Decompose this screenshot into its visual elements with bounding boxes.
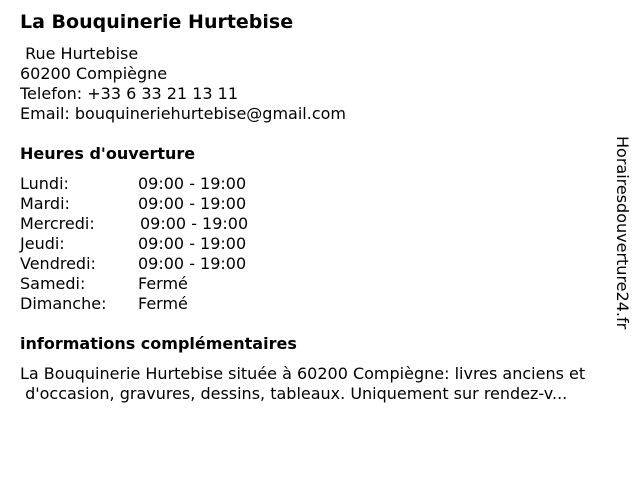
site-watermark: Horairesdouverture24.fr — [613, 136, 632, 330]
info-line: d'occasion, gravures, dessins, tableaux. Uniquement sur rendez-v... — [20, 384, 568, 403]
opening-hours-table — [20, 174, 280, 314]
time-value: 09:00 - 19:00 — [140, 214, 249, 233]
hours-row-wednesday — [20, 214, 280, 234]
time-value: Fermé — [138, 294, 188, 313]
hours-row-thursday — [20, 234, 280, 254]
hours-row-friday — [20, 254, 280, 274]
hours-row-monday — [20, 174, 280, 194]
time-value: Fermé — [138, 274, 188, 293]
info-heading: informations complémentaires — [20, 334, 297, 353]
email-line: Email: bouquineriehurtebise@gmail.com — [20, 104, 346, 123]
address-city: 60200 Compiègne — [20, 64, 168, 83]
hours-row-tuesday — [20, 194, 280, 214]
hours-row-saturday — [20, 274, 280, 294]
time-value: 09:00 - 19:00 — [138, 194, 247, 213]
day-label: Mardi: — [20, 194, 70, 213]
day-label: Samedi: — [20, 274, 86, 293]
address-street: Rue Hurtebise — [20, 44, 139, 63]
contact-block — [20, 44, 346, 124]
day-label: Mercredi: — [20, 214, 95, 233]
business-name: La Bouquinerie Hurtebise — [20, 11, 294, 33]
day-label: Lundi: — [20, 174, 69, 193]
day-label: Vendredi: — [20, 254, 96, 273]
hours-heading: Heures d'ouverture — [20, 144, 196, 163]
info-description — [20, 364, 632, 404]
info-line: La Bouquinerie Hurtebise située à 60200 Compiègne: livres anciens et — [20, 364, 586, 383]
hours-row-sunday — [20, 294, 280, 314]
time-value: 09:00 - 19:00 — [138, 254, 247, 273]
time-value: 09:00 - 19:00 — [138, 234, 247, 253]
time-value: 09:00 - 19:00 — [138, 174, 247, 193]
day-label: Dimanche: — [20, 294, 107, 313]
phone-line: Telefon: +33 6 33 21 13 11 — [20, 84, 239, 103]
day-label: Jeudi: — [20, 234, 65, 253]
